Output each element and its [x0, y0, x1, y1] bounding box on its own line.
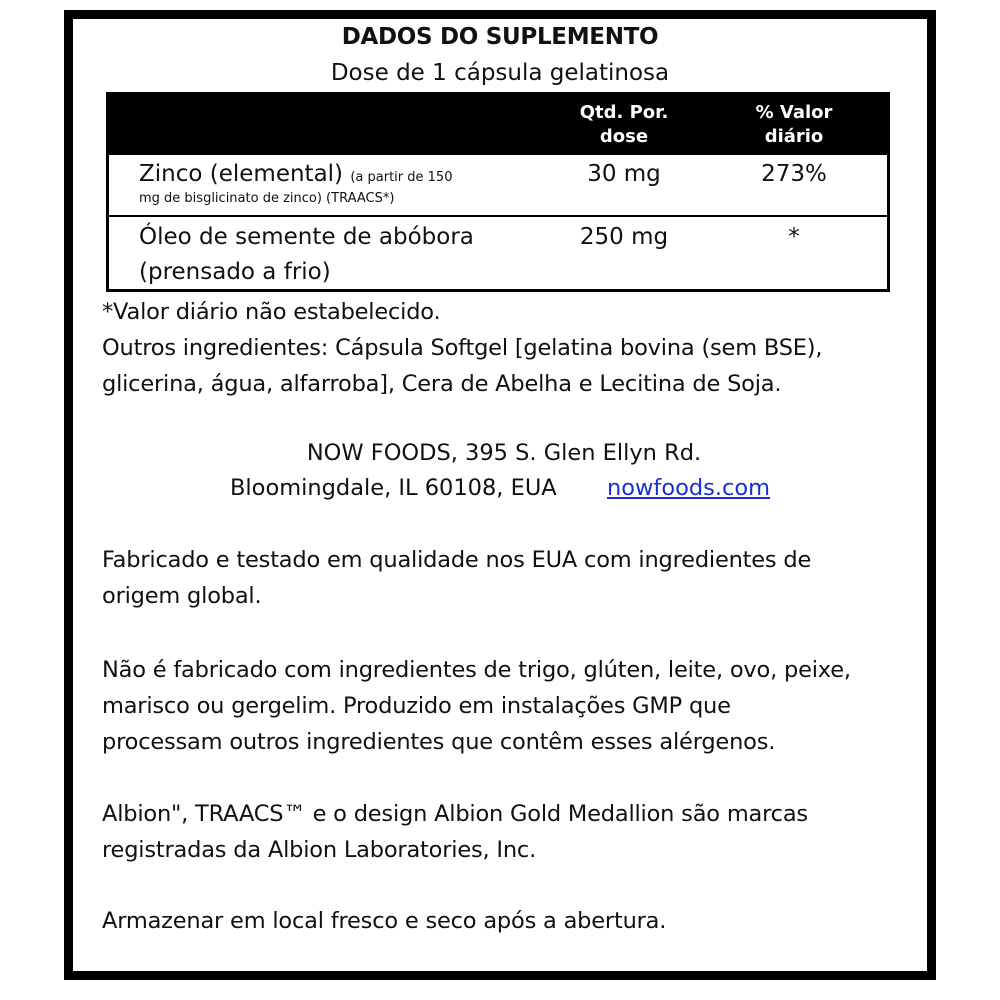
allergen-line3: processam outros ingredientes que contêm esses alérgenos.: [102, 729, 776, 755]
trademark-line2: registradas da Albion Laboratories, Inc.: [102, 837, 537, 863]
nutrient-daily-value: 273%: [761, 161, 827, 187]
nutrient-name: Zinco (elemental): [139, 161, 344, 187]
label-title: DADOS DO SUPLEMENTO: [341, 24, 659, 50]
daily-value-footnote: *Valor diário não estabelecido.: [102, 299, 441, 325]
column-header-dv-line1: % Valor: [755, 102, 833, 123]
row-divider: [109, 215, 887, 217]
website-link[interactable]: nowfoods.com: [607, 475, 771, 501]
allergen-line2: marisco ou gergelim. Produzido em instalações GMP que: [102, 693, 731, 719]
made-in-line1: Fabricado e testado em qualidade nos EUA com ingredientes de: [102, 547, 812, 573]
column-header-dv-line2: diário: [764, 126, 824, 147]
table-row: [139, 159, 452, 193]
table-header: [109, 95, 887, 155]
made-in-line2: origem global.: [102, 583, 262, 609]
trademark-line1: Albion", TRAACS™ e o design Albion Gold Medallion são marcas: [102, 801, 808, 827]
table-row: [139, 222, 474, 252]
address-line2: Bloomingdale, IL 60108, EUA: [230, 475, 557, 501]
other-ingredients-line2: glicerina, água, alfarroba], Cera de Abelha e Lecitina de Soja.: [102, 371, 782, 397]
nutrient-amount: 250 mg: [579, 224, 669, 250]
column-header-amount-line2: dose: [599, 126, 649, 147]
nutrient-note-continued: mg de bisglicinato de zinco) (TRAACS*): [139, 191, 395, 206]
other-ingredients-line1: Outros ingredientes: Cápsula Softgel [gelatina bovina (sem BSE),: [102, 335, 823, 361]
allergen-line1: Não é fabricado com ingredientes de trigo, glúten, leite, ovo, peixe,: [102, 657, 851, 683]
nutrient-name-continued: (prensado a frio): [139, 259, 331, 285]
column-header-amount-line1: Qtd. Por.: [579, 102, 669, 123]
column-header-amount: [549, 101, 699, 149]
storage-instructions: Armazenar em local fresco e seco após a abertura.: [102, 908, 667, 934]
nutrient-daily-value: *: [788, 224, 800, 250]
nutrient-name: Óleo de semente de abóbora: [139, 224, 474, 250]
nutrient-note: (a partir de 150: [350, 170, 453, 185]
address-line1: NOW FOODS, 395 S. Glen Ellyn Rd.: [306, 440, 702, 466]
column-header-daily-value: [719, 101, 869, 149]
supplement-facts-table: [106, 92, 890, 292]
serving-size: Dose de 1 cápsula gelatinosa: [330, 60, 670, 86]
nutrient-amount: 30 mg: [587, 161, 661, 187]
